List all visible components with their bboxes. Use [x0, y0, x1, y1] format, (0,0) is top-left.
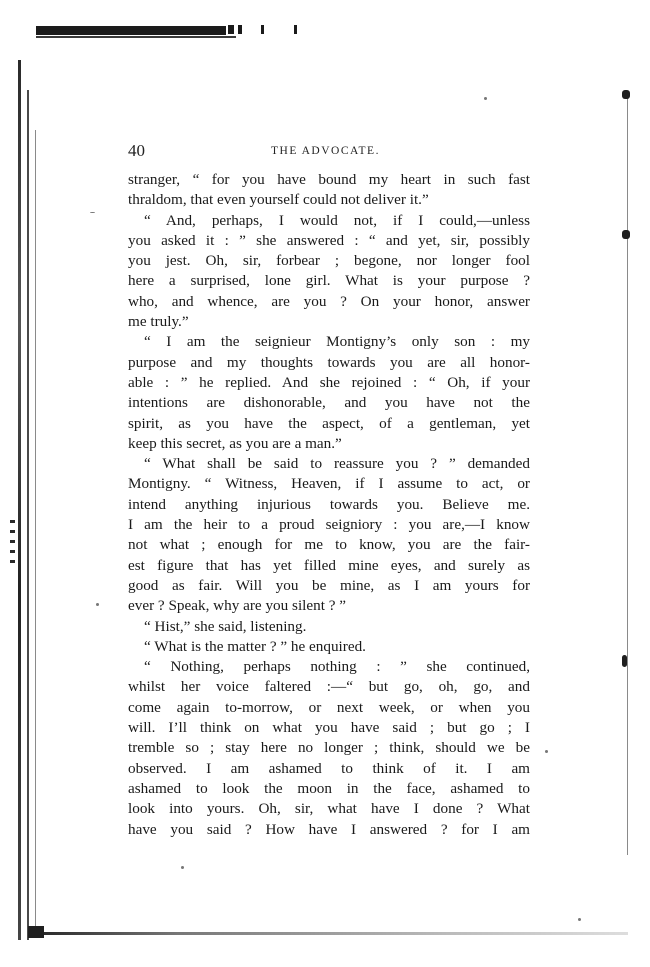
- scan-speck: [578, 918, 581, 921]
- text-line: “ What shall be said to reassure you ? ” demanded: [144, 455, 530, 473]
- scan-left-edge: [18, 60, 21, 940]
- scan-right-edge: [627, 95, 628, 855]
- scan-top-mark: [228, 25, 234, 34]
- text-line: spirit, as you have the aspect, of a gentleman, yet: [128, 414, 530, 432]
- scan-right-spot: [622, 230, 630, 239]
- text-line: “ And, perhaps, I would not, if I could,—unless: [144, 211, 530, 229]
- scan-bottom-corner: [28, 926, 44, 938]
- scan-left-dash: [10, 560, 15, 563]
- text-line: me truly.”: [128, 313, 189, 331]
- text-line: purpose and my thoughts towards you are all honor-: [128, 353, 530, 371]
- text-line: you jest. Oh, sir, forbear ; begone, nor longer fool: [128, 252, 530, 270]
- text-line: who, and whence, are you ? On your honor, answer: [128, 292, 530, 310]
- page-number: 40: [128, 141, 145, 160]
- text-line: keep this secret, as you are a man.”: [128, 434, 342, 452]
- text-line: intend anything injurious towards you. Believe me.: [128, 495, 530, 513]
- running-title: THE ADVOCATE.: [271, 145, 380, 157]
- scan-left-edge-faint: [35, 130, 36, 930]
- text-line: good as fair. Will you be mine, as I am yours for: [128, 576, 530, 594]
- scan-right-spot: [622, 90, 630, 99]
- text-line: you asked it : ” she answered : “ and yet, sir, possibly: [128, 231, 530, 249]
- scan-left-dash: [10, 540, 15, 543]
- text-line: est figure that has yet filled mine eyes, and surely as: [128, 556, 530, 574]
- text-line: “ Nothing, perhaps nothing : ” she continued,: [144, 658, 530, 676]
- text-line: ashamed to look the moon in the face, ashamed to: [128, 779, 530, 797]
- scan-left-edge-inner: [27, 90, 29, 940]
- text-line: tremble so ; stay here no longer ; think, should we be: [128, 739, 530, 757]
- text-line: look into yours. Oh, sir, what have I done ? What: [128, 800, 530, 818]
- text-line: will. I’ll think on what you have said ; but go ; I: [128, 719, 530, 737]
- text-line: not what ; enough for me to know, you are the fair-: [128, 536, 530, 554]
- scan-top-mark: [238, 25, 242, 34]
- text-line: stranger, “ for you have bound my heart in such fast: [128, 171, 530, 188]
- scan-speck: [484, 97, 487, 100]
- scan-top-rule: [36, 36, 236, 38]
- scan-top-mark: [294, 25, 297, 34]
- page-body-text: [128, 170, 530, 840]
- scan-speck: [545, 750, 548, 753]
- text-line: whilst her voice faltered :—“ but go, oh, go, and: [128, 678, 530, 696]
- scan-top-mark: [261, 25, 264, 34]
- scan-left-dash: [10, 520, 15, 523]
- text-line: ever ? Speak, why are you silent ? ”: [128, 597, 347, 615]
- scan-right-spot: [622, 655, 627, 667]
- text-line: Montigny. “ Witness, Heaven, if I assume to act, or: [128, 475, 530, 493]
- text-line: come again to-morrow, or next week, or when you: [128, 698, 530, 716]
- text-line: “ I am the seignieur Montigny’s only son : my: [144, 333, 530, 351]
- scan-speck: [90, 212, 95, 213]
- text-line: I am the heir to a proud seigniory : you are,—I know: [128, 516, 530, 534]
- scan-speck: [96, 603, 99, 606]
- scan-bottom-edge: [28, 932, 628, 935]
- scan-speck: [181, 866, 184, 869]
- scan-left-dash: [10, 530, 15, 533]
- text-line: intentions are dishonorable, and you have not the: [128, 394, 530, 412]
- text-line: have you said ? How have I answered ? for I am: [128, 820, 530, 838]
- running-head: [128, 141, 530, 163]
- text-line: here a surprised, lone girl. What is your purpose ?: [128, 272, 530, 290]
- text-line: thraldom, that even yourself could not deliver it.”: [128, 191, 429, 209]
- text-line: able : ” he replied. And she rejoined : “ Oh, if your: [128, 373, 530, 391]
- scan-left-dash: [10, 550, 15, 553]
- text-line: “ Hist,” she said, listening.: [144, 617, 307, 635]
- text-line: “ What is the matter ? ” he enquired.: [144, 637, 366, 655]
- text-line: observed. I am ashamed to think of it. I am: [128, 759, 530, 777]
- scan-top-bar: [36, 26, 226, 35]
